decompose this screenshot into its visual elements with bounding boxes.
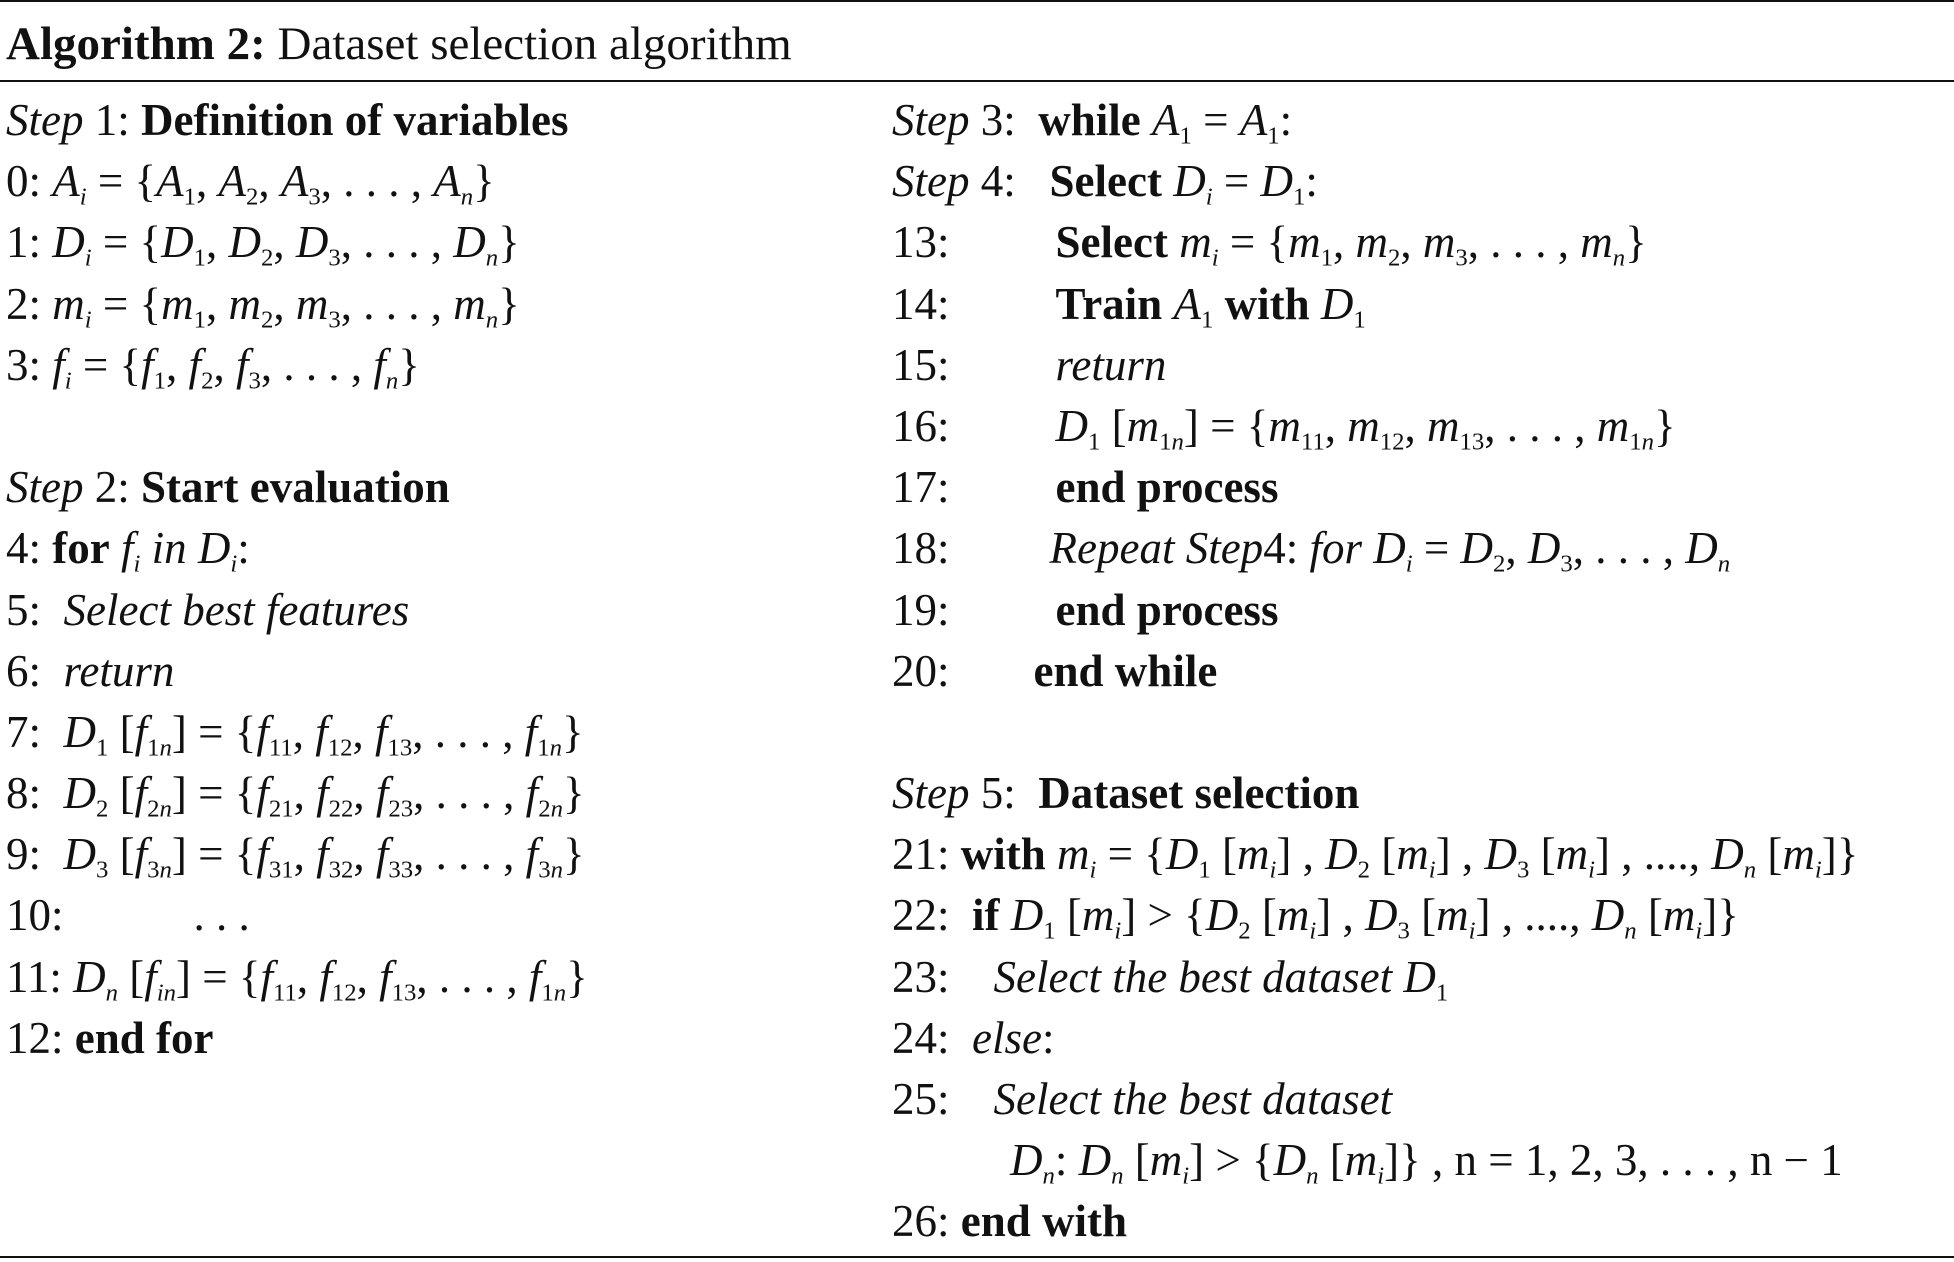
line-22: 22: if $D_1$ $[m_i] > \{D_2$ $[m_i]$ , $D_3$ $[m_i]$ , ...., $D_n$ $[m_i]$} bbox=[892, 890, 1739, 946]
left-column bbox=[6, 90, 866, 1069]
line-13: 13: Select $m_i = \{m_1$, $m_2$, $m_3$, . . . , $m_n$} bbox=[892, 217, 1647, 273]
line-21: 21: with $m_i = \{D_1$ $[m_i]$ , $D_2$ $[m_i]$ , $D_3$ $[m_i]$ , ...., $D_n$ $[m_i]$} bbox=[892, 829, 1859, 884]
line-24: 24: else: bbox=[892, 1012, 1055, 1063]
step4-heading: Step 4: Select $D_i = D_1$: bbox=[892, 156, 1318, 211]
line-26: 26: end with bbox=[892, 1196, 1128, 1247]
line-5: 5: Select best features bbox=[6, 584, 410, 635]
line-12: 12: end for bbox=[6, 1012, 214, 1063]
step1-heading: Step 1: Definition of variables bbox=[6, 95, 569, 145]
line-3: 3: $f_i = \{f_1$, $f_2$, $f_3$, . . . , $f_n$} bbox=[6, 339, 420, 395]
line-11: 11: $D_n$ $[f_{in}] = \{f_{11}$, $f_{12}$, $f_{13}$, . . . , $f_{1n}$} bbox=[6, 951, 588, 1007]
line-17: 17: end process bbox=[892, 462, 1279, 513]
algorithm-title bbox=[6, 14, 792, 74]
algorithm-label: Algorithm 2: bbox=[6, 18, 266, 70]
line-4: 4: for $f_i$ in $D_i$: bbox=[6, 523, 250, 578]
header-rule bbox=[0, 80, 1954, 82]
line-14: 14: Train $A_1$ with $D_1$ bbox=[892, 278, 1366, 334]
line-18: 18: Repeat Step4: for $D_i = D_2$, $D_3$, . . . , $D_n$ bbox=[892, 523, 1731, 578]
line-16: 16: $D_1$ $[m_{1n}] = \{m_{11}$, $m_{12}$, $m_{13}$, . . . , $m_{1n}$} bbox=[892, 400, 1676, 456]
line-6: 6: return bbox=[6, 645, 175, 696]
line-9: 9: $D_3$ $[f_{3n}] = \{f_{31}$, $f_{32}$, $f_{33}$, . . . , $f_{3n}$} bbox=[6, 829, 585, 884]
right-column bbox=[892, 90, 1942, 1253]
line-20: 20: end while bbox=[892, 645, 1218, 696]
top-rule bbox=[0, 0, 1954, 2]
line-19: 19: end process bbox=[892, 584, 1279, 635]
step3-heading: Step 3: while $A_1 = A_1$: bbox=[892, 95, 1293, 150]
line-0: 0: $A_i = \{A_1$, $A_2$, $A_3$, . . . , $A_n$} bbox=[6, 156, 495, 211]
step2-heading: Step 2: Start evaluation bbox=[6, 462, 450, 513]
line-25-cont: $D_n$: $D_n$ $[m_i] > \{D_n$ $[m_i]$} , n = 1, 2, 3, . . . , n − 1 bbox=[1010, 1135, 1843, 1190]
line-8: 8: $D_2$ $[f_{2n}] = \{f_{21}$, $f_{22}$, $f_{23}$, . . . , $f_{2n}$} bbox=[6, 768, 585, 823]
line-2: 2: $m_i = \{m_1$, $m_2$, $m_3$, . . . , $m_n$} bbox=[6, 278, 520, 334]
line-23: 23: Select the best dataset $D_1$ bbox=[892, 951, 1449, 1007]
line-7: 7: $D_1$ $[f_{1n}] = \{f_{11}$, $f_{12}$, $f_{13}$, . . . , $f_{1n}$} bbox=[6, 706, 584, 762]
bottom-rule bbox=[0, 1256, 1954, 1258]
line-1: 1: $D_i = \{D_1$, $D_2$, $D_3$, . . . , $D_n$} bbox=[6, 217, 520, 273]
algorithm-caption: Dataset selection algorithm bbox=[277, 18, 792, 70]
line-10: 10: . . . bbox=[6, 890, 250, 941]
step5-heading: Step 5: Dataset selection bbox=[892, 768, 1360, 819]
line-15: 15: return bbox=[892, 339, 1167, 390]
line-25: 25: Select the best dataset bbox=[892, 1074, 1393, 1124]
